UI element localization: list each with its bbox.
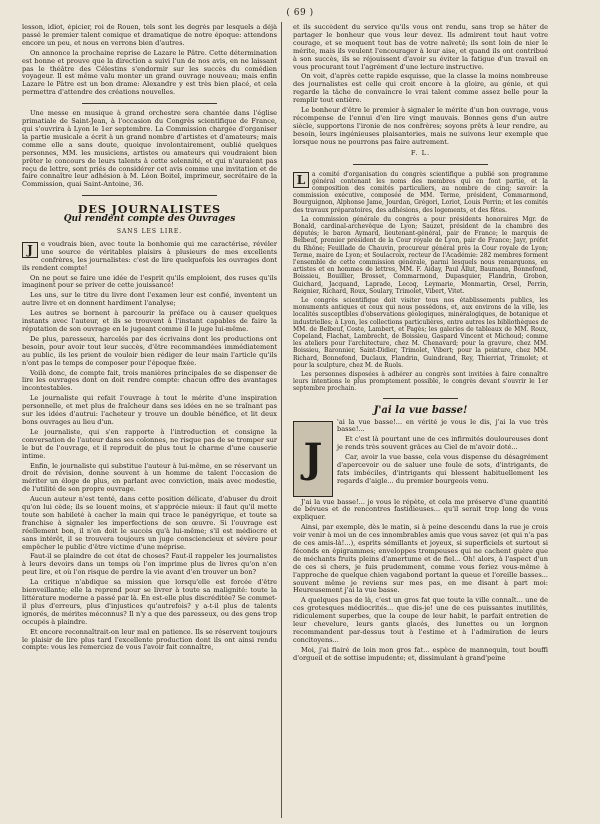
paragraph: Aucun auteur n'est tenté, dans cette position délicate, d'abuser du droit qu'on lui cède; ils se louent moins, et s'apprécie mieux: il faut qu'il mette toute son habileté à cacher la main qui trace le panégyrique, et toute sa franchise à signaler les imperfections de son œuvre. Si l'ouvrage est réellement bon, il n'en doit le succès qu'à lui-même; s'il est médiocre et sans intérêt, il se trouvera toujours un juge consciencieux et sévère pour empêcher le public d'être victime d'une méprise. [22,495,277,551]
article-subtitle: Qui rendent compte des Ouvrages [63,214,236,225]
paragraph: Une messe en musique à grand orchestre sera chantée dans l'église primatiale de Saint-Jean, à l'occasion du Congrès scientifique de France, qui s'ouvrira à Lyon le 1er septembre. La Commission chargée d'organiser la partie musicale a écrit à un grand nombre d'artistes et d'amateurs; mais comme elle a sans doute, quoique involontairement, oublié quelques personnes, MM. les musiciens, artistes ou amateurs qui voudraient bien prêter le concours de leurs talents à cette solennité, et qui n'auraient pas reçu de lettre, sont priés de considérer cet avis comme une invitation et de faire connaître leur adhésion à M. Léon Boitel, imprimeur, secrétaire de la Commission, quai Saint-Antoine, 36. [22,109,277,189]
drop-cap: L [293,172,309,188]
paragraph: Moi, j'ai flairé de loin mon gros fat... espèce de mannequin, tout bouffi d'orgueil et de sottise impudente; et, dissimulant à grand'peine [293,645,548,662]
paragraph: Les autres se bornent à parcourir la préface ou à causer quelques instants avec l'auteur, et ils se trouvent à l'instant capables de faire la réputation de son ouvrage en le jugeant comme il le juge lui-même. [22,309,277,333]
paragraph: Le congrès scientifique doit visiter tous nos établissements publics, les monuments antiques et ceux qui nous possédons, et, aux environs de la ville, les localités susceptibles d'observations géologiques, minéralogiques, de botanique et industrielles; à Lyon, les collections particulières, entre autres les bibliothèques de MM. de Belbeuf, Coste, Lambert, et Pagès; les galeries de tableaux de MM. Roux, Copeland, Flachat, Lambrecht, de Boissieu, Gaspard Vincent et Michoud; comme les ateliers pour l'architecture, chez M. Chenavard; pour la gravure, chez MM. Boissieu, Baronnier, Saint-Didier, Trimolet, Vibert; pour la peinture, chez MM. Richard, Bonnefond, Duclaux, Flandrin, Guindrand, Rey, Thierriat, Trimolet; et pour la sculpture, chez M. de Ruols. [293,296,548,369]
paragraph: On ne peut se faire une idée de l'esprit qu'ils emploient, des ruses qu'ils imaginent pour se priver de cette jouissance! [22,273,277,290]
article-subheading: SANS LES LIRE. [116,228,183,236]
separator-rule [82,195,217,196]
article-title: J'ai la vue basse! [373,404,468,416]
paragraph: Le journaliste qui refait l'ouvrage à tout le mérite d'une inspiration personnelle, et met plus de fraîcheur dans ses idées en ne se traînant pas sur les idées d'autrui: l'acheteur y trouve un double bénéfice, et lit deux bons ouvrages au lieu d'un. [22,394,277,426]
congress-notice [293,171,548,393]
paragraph: Les uns, sur le titre du livre dont l'examen leur est confié, inventent un autre livre et en donnent hardiment l'analyse; [22,291,277,308]
paragraph: e voudrais bien, avec toute la bonhomie qui me caractérise, révéler une source de véritables plaisirs à plusieurs de mes excellents confrères, les journalistes: c'est de lire quelquefois les ouvrages dont ils rendent compte! [22,239,277,272]
illustrated-initial [293,421,333,497]
paragraph: Le bonheur d'être le premier à signaler le mérite d'un bon ouvrage, vous récompense de l'ennui d'en lire vingt mauvais. Bonnes gens d'un autre siècle, supportons l'ironie de nos confrères; soyons prêts à leur rendre, au besoin, leurs ingénieuses plaisanteries, mais ne suivons leur exemple que lorsque nous ne pourrons pas faire autrement. [293,106,548,146]
paragraph: Faut-il se plaindre de cet état de choses? Faut-il rappeler les journalistes à leurs devoirs dans un temps où l'on imprime plus de livres qu'on n'en peut lire, et où l'on risque de perdre la vie avant d'en trouver un bon? [22,552,277,577]
paragraph: Enfin, le journaliste qui substitue l'auteur à lui-même, en se réservant un droit de révision, donne souvent à un homme de talent l'occasion de mériter un éloge de plus, en parlant avec conviction, mais avec modestie, de l'utilité de son propre ouvrage. [22,461,277,494]
paragraph: La commission générale du congrès a pour présidents honoraires Mgr. de Bonald, cardinal-archevêque de Lyon; Sauzet, président de la chambre des députés; le baron Aymard, lieutenant-général, pair de France; le marquis de Belbeuf, premier président de la Cour royale de Lyon, pair de France; Jayr, préfet du Rhône; Feuillade de Chauvin, procureur général près la Cour royale de Lyon; Terme, maire de Lyon; et Soulacroix, recteur de l'Académie: 282 membres forment l'ensemble de cette commission générale, parmi lesquels nous remarquons, en artistes et en hommes de lettres, MM. F. Aiday, Paul Allut, Baumann, Bonnefond, Boissieu, Bouillier, Brosset, Commarmond, Dupasquier, Flandrin, Grobon, Guichard, Jacquand, Laprade, Lecoq, Leymarie, Monmartin, Orsel, Perrin, Reignier, Richard, Roux, Soulary, Trimolet, Vibert, Vitet. [293,215,548,295]
paragraph: et ils succèdent du service qu'ils vous ont rendu, sans trop se hâter de partager le bonheur que vous leur devez. Ils admirent tout haut votre courage, et se moquent tout bas de votre naïveté; ils sont loin de nier le mérite, mais ils veulent l'encourager à leur aise, et quand ils ont contribué à son succès, ils se réjouissent d'avoir su éviter la fatigue d'un travail en vous procurant tout l'agrément d'une lecture instructive. [293,24,548,71]
paragraph: J'ai la vue basse!... je vous le répète, et cela me préserve d'une quantité de bévues et de rencontres fastidieuses... qu'il serait trop long de vous expliquer. [293,497,548,522]
paragraph: Les personnes disposées à adhérer au congrès sont invitées à faire connaître leurs intentions le plus promptement possible, le congrès devant s'ouvrir le 1er septembre prochain. [293,370,548,393]
paragraph: Ainsi, par exemple, dès le matin, si à peine descendu dans la rue je crois voir venir à moi un de ces innombrables amis que vous savez (et qui n'a pas de ces amis-là!...), esprits sémillants et joyeux, si superficiels et surtout si féconds en épigrammes; enveloppes trompeuses qui ne cachent guère que de méchants fruits pleins d'amertume et de fiel... Oh! alors, à l'aspect d'un de ces si chers, je fuis prudemment, comme vous feriez vous-même à l'approche de quelque chien vagabond portant la queue et l'oreille basses... souvent même je reviens sur mes pas, en me disant à part moi: Heureusement j'ai la vue basse. [293,523,548,595]
paragraph: 'ai la vue basse!... en vérité je vous le dis, j'ai la vue très basse!... [337,417,548,434]
article-title: DES JOURNALISTES [77,203,222,217]
paragraph: A quelques pas de là, c'est un gros fat que toute la ville connaît... une de ces grotesques médiocrités... que dis-je! une de ces puissantes inutilités, ridiculement superbes, que la coupe de leur habit, le parfait entretien de leur chevelure, leurs gants glacés, des lunettes ou un lorgnon recommandent par-dessus tout à l'estime et à l'admiration de leurs concitoyens... [293,596,548,644]
separator-rule [82,103,217,104]
signature: F. L. [410,148,431,157]
page-number: ( 69 ) [286,8,314,18]
separator-rule [353,164,488,165]
paragraph: On annonce la prochaine reprise de Lazare le Pâtre. Cette détermination est bonne et prouve que la direction a suivi l'un de nos avis, en ne laissant pas le théâtre des Célestins s'endormir sur les succès du comédien voyageur. Il est même valu monter un grand ouvrage nouveau; mais enfin Lazare le Pâtre est un bon drame: Alexandre y est très bien placé, et cela permettra d'attendre des créations nouvelles. [22,48,277,97]
column-divider [281,22,282,818]
paragraph: Le journaliste, qui s'en rapporte à l'introduction et consigne la conversation de l'auteur dans ses colonnes, ne risque pas de se tromper sur le but de l'ouvrage, et il reproduit de plus tout le charme d'une causerie intime. [22,427,277,460]
left-column [22,24,277,814]
paragraph: De plus, paresseux, harcelés par des écrivains dont les productions ont besoin, pour avoir tout leur succès, d'être recommandées immédiatement au public, ils les prient de vouloir bien rédiger de leur main l'article qu'ils n'ont pas le temps de composer pour l'époque fixée. [22,334,277,367]
paragraph: La critique n'abdique sa mission que lorsqu'elle est forcée d'être bienveillante; elle la reprend pour se livrer à toute sa malignité: toute la littérature moderne a passé par là. En est-elle plus discréditée? Se commet-il plus d'erreurs, plus d'injustices qu'autrefois? y a-t-il plus de talents ignorés, de mérites méconnus? Il n'y a que des paresseux, ou des gens trop occupés à plaindre. [22,578,277,626]
drop-cap: J [22,242,38,258]
paragraph: On voit, d'après cette rapide esquisse, que la classe la moins nombreuse des journalistes est celle qui croit encore à la gloire, au génie, et qui regarde la tâche de convaincre le vrai talent comme assez belle pour la remplir tout entière. [293,72,548,105]
paragraph: a comité d'organisation du congrès scientifique a publié son programme général contenant les noms des membres qui en font partie, et la composition des comités particuliers, au nombre de cinq; savoir: la commission exécutive, composée de MM. Terme, président, Commarmond, Bourguignon, Alphonse Jame, Jourdan, Grégori, Loriot, Louis Perrin; et les comités des travaux préparatoires, des adhésions, des logements, et des fêtes. [293,170,548,214]
paragraph: lesson, idiot, épicier, roi de Rouen, tels sont les degrés par lesquels a déjà passé le premier talent comique et dramatique de notre époque: attendons encore un peu, et nous en verrons bien d'autres. [22,24,277,47]
paragraph: Et encore reconnaîtrait-on leur mal en patience. Ils se réservent toujours le plaisir de lire plus tard l'excellente production dont ils ont ainsi rendu compte: vous les remerciez de vous l'avoir fait connaître, [22,627,277,652]
separator-rule [383,398,458,399]
paragraph: Voilà donc, de compte fait, trois manières principales de se dispenser de lire les ouvrages dont on doit rendre compte: chacun offre des avantages incontestables. [22,368,277,393]
paragraph: Et c'est là pourtant une de ces infirmités douloureuses dont je rends très souvent grâces au Ciel de m'avoir doté... [337,435,548,452]
initial-letter: J [303,434,323,482]
right-column [293,24,548,814]
paragraph: Car, avoir la vue basse, cela vous dispense du désagrément d'apercevoir ou de saluer une foule de sots, d'intrigants, de fats imbéciles, d'intrigants qui blessent habituellement les regards d'aigle... du premier bourgeois venu. [337,453,548,485]
